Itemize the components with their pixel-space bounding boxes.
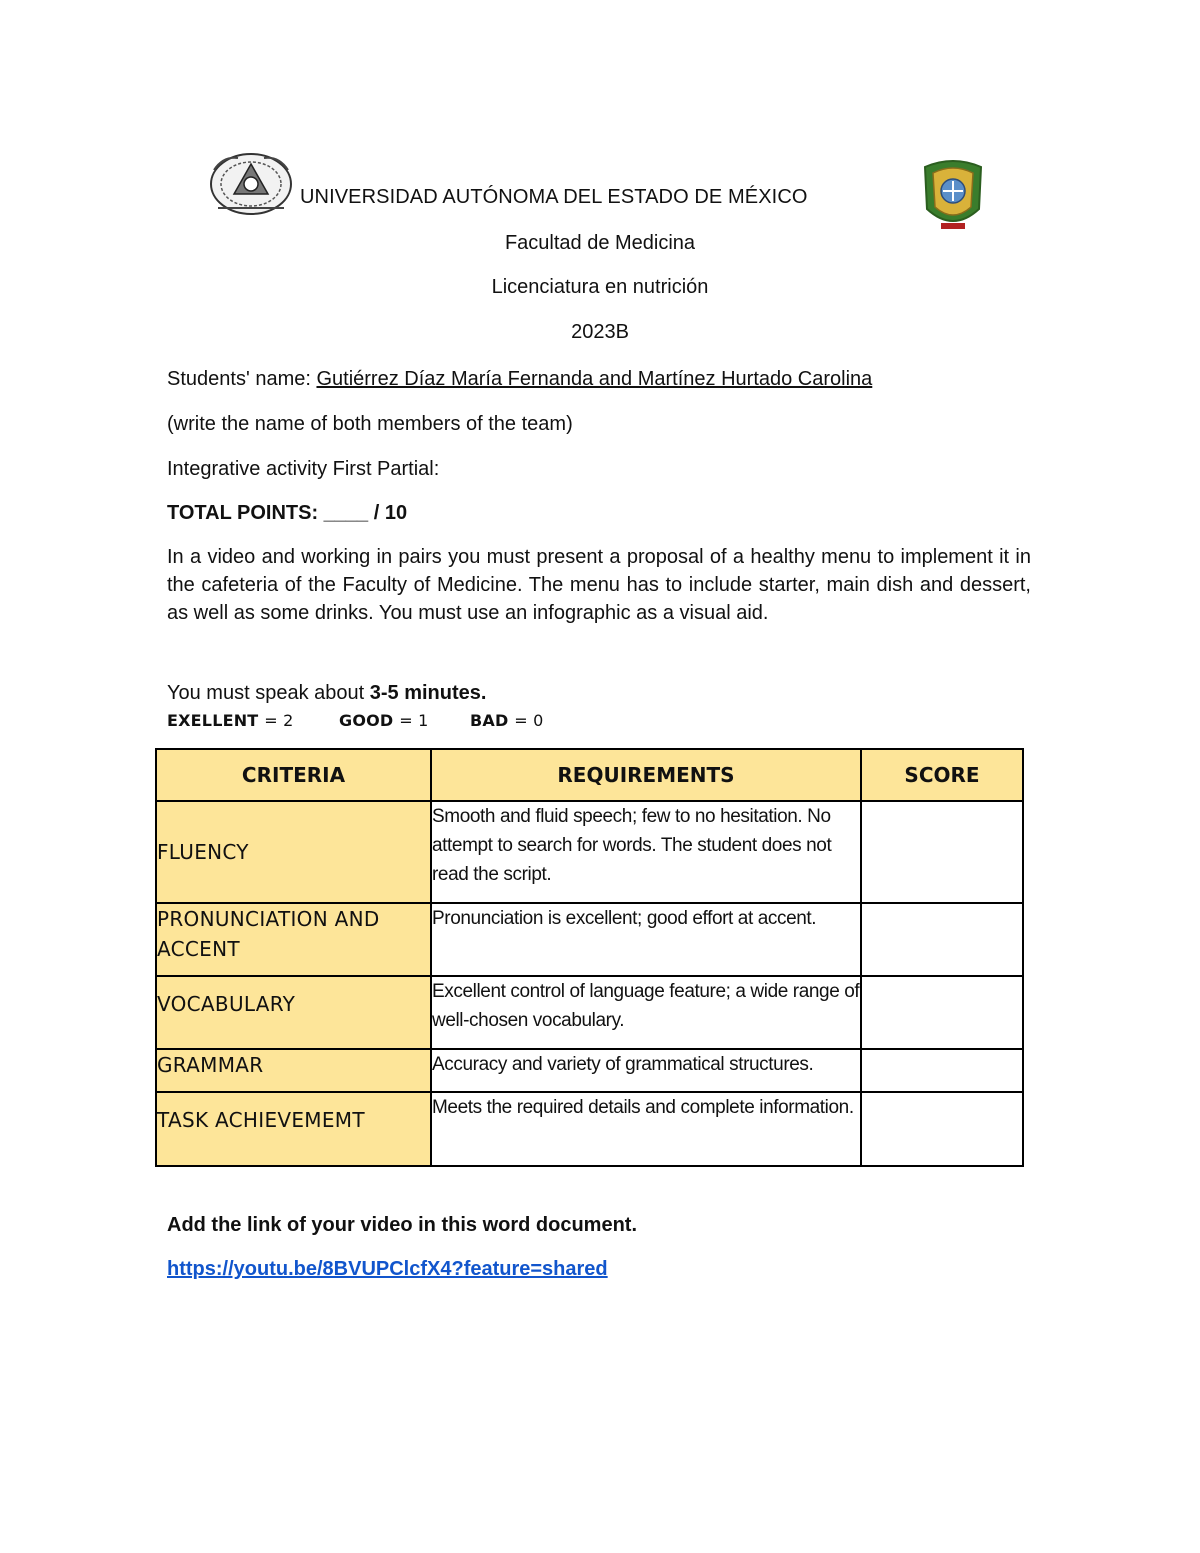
scale-excellent-label: EXELLENT bbox=[167, 711, 259, 730]
scale-excellent-value: = 2 bbox=[264, 711, 294, 730]
criteria-cell bbox=[156, 903, 431, 976]
header-criteria: CRITERIA bbox=[156, 749, 431, 801]
criteria-cell bbox=[156, 1092, 431, 1166]
table-row bbox=[156, 1049, 1023, 1092]
scale-bad bbox=[470, 711, 544, 730]
criteria-label: FLUENCY bbox=[157, 840, 249, 864]
requirements-cell: Pronunciation is excellent; good effort at accent. bbox=[431, 903, 861, 976]
header-requirements: REQUIREMENTS bbox=[431, 749, 861, 801]
activity-title: Integrative activity First Partial: bbox=[167, 458, 440, 480]
students-names: Gutiérrez Díaz María Fernanda and Martínez Hurtado Carolina bbox=[316, 368, 873, 390]
total-points: TOTAL POINTS: ____ / 10 bbox=[167, 502, 408, 524]
scale-bad-value: = 0 bbox=[514, 711, 544, 730]
score-cell[interactable] bbox=[861, 903, 1023, 976]
scale-good-value: = 1 bbox=[399, 711, 429, 730]
rubric-table bbox=[155, 748, 1024, 1167]
faculty-seal-logo bbox=[208, 150, 294, 218]
students-label: Students' name: bbox=[167, 368, 317, 390]
criteria-cell bbox=[156, 801, 431, 903]
term: 2023B bbox=[571, 321, 629, 343]
duration-line bbox=[167, 679, 1031, 707]
video-link-instruction: Add the link of your video in this word document. bbox=[167, 1214, 638, 1236]
table-row bbox=[156, 903, 1023, 976]
video-link-line bbox=[167, 1255, 1031, 1283]
table-row bbox=[156, 976, 1023, 1049]
header-score: SCORE bbox=[861, 749, 1023, 801]
requirements-cell: Smooth and fluid speech; few to no hesitation. No attempt to search for words. The student does not read the script. bbox=[431, 801, 861, 903]
criteria-label: GRAMMAR bbox=[157, 1053, 264, 1077]
scale-bad-label: BAD bbox=[470, 711, 509, 730]
criteria-label: PRONUNCIATION AND ACCENT bbox=[157, 907, 380, 961]
score-cell[interactable] bbox=[861, 976, 1023, 1049]
university-title: UNIVERSIDAD AUTÓNOMA DEL ESTADO DE MÉXICO bbox=[300, 186, 808, 208]
program-name: Licenciatura en nutrición bbox=[491, 276, 709, 298]
requirements-cell: Meets the required details and complete information. bbox=[431, 1092, 861, 1166]
video-link[interactable]: https://youtu.be/8BVUPClcfX4?feature=shared bbox=[167, 1258, 608, 1280]
faculty-name: Facultad de Medicina bbox=[504, 232, 696, 254]
scale-good-label: GOOD bbox=[339, 711, 394, 730]
scale-excellent bbox=[167, 711, 293, 730]
criteria-label: VOCABULARY bbox=[157, 992, 296, 1016]
activity-description: In a video and working in pairs you must present a proposal of a healthy menu to implement it in the cafeteria of the Faculty of Medicine. The menu has to include starter, main dish and dessert, as well as some drinks. You must use an infographic as a visual aid. bbox=[167, 546, 1031, 624]
university-seal-logo bbox=[917, 157, 989, 233]
requirements-cell: Excellent control of language feature; a wide range of well-chosen vocabulary. bbox=[431, 976, 861, 1049]
rubric-header-row bbox=[156, 749, 1023, 801]
criteria-label: TASK ACHIEVEMEMT bbox=[157, 1108, 365, 1132]
table-row bbox=[156, 801, 1023, 903]
duration-prefix: You must speak about bbox=[167, 682, 370, 704]
criteria-cell bbox=[156, 976, 431, 1049]
table-row bbox=[156, 1092, 1023, 1166]
students-instruction: (write the name of both members of the team) bbox=[167, 413, 573, 435]
duration-value: 3-5 minutes. bbox=[369, 682, 487, 704]
students-line bbox=[167, 365, 1031, 393]
requirements-cell: Accuracy and variety of grammatical structures. bbox=[431, 1049, 861, 1092]
criteria-cell bbox=[156, 1049, 431, 1092]
score-cell[interactable] bbox=[861, 801, 1023, 903]
scale-good bbox=[339, 711, 428, 730]
score-cell[interactable] bbox=[861, 1092, 1023, 1166]
score-cell[interactable] bbox=[861, 1049, 1023, 1092]
